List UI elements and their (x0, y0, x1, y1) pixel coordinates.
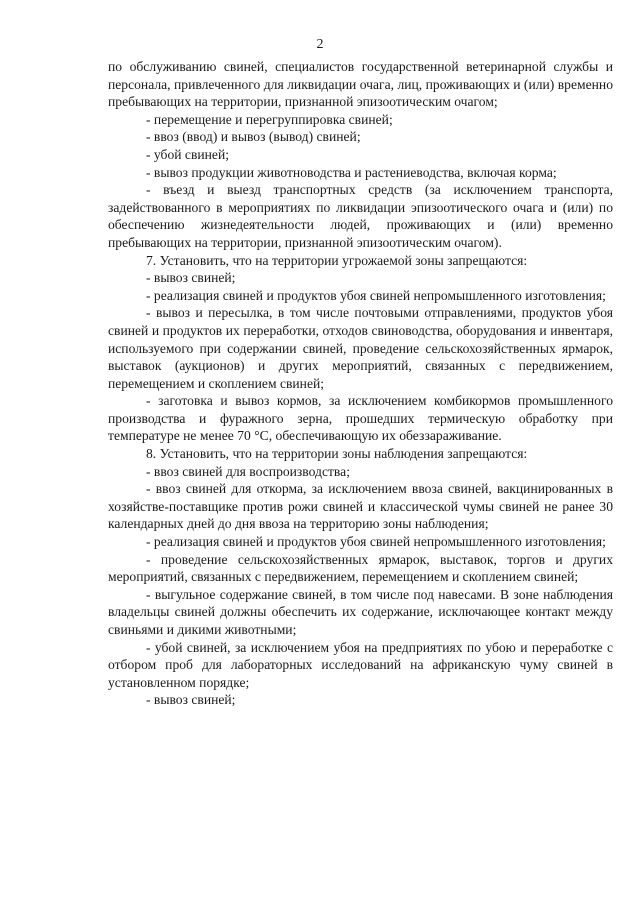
paragraph: - вывоз продукции животноводства и растениеводства, включая корма; (146, 164, 557, 180)
paragraph: - проведение сельскохозяйственных ярмарок, выставок, торгов и других мероприятий, связанных с передвижением, перемещением и скоплением свиней; (108, 551, 613, 585)
paragraph: - реализация свиней и продуктов убоя свиней непромышленного изготовления; (146, 287, 606, 303)
document-body (108, 58, 613, 709)
paragraph: - вывоз и пересылка, в том числе почтовыми отправлениями, продуктов убоя свиней и продуктов их переработки, отходов свиноводства, оборудования и инвентаря, используемого при содержании свиней, проведение сельскохозяйственных ярмарок, выставок (аукционов) и других мероприятий, связанных с передвижением, перемещением и скоплением свиней; (108, 305, 613, 391)
paragraph: - реализация свиней и продуктов убоя свиней непромышленного изготовления; (146, 534, 606, 550)
paragraph: - вывоз свиней; (146, 692, 236, 708)
paragraph: 8. Установить, что на территории зоны наблюдения запрещаются: (146, 446, 528, 462)
paragraph: - ввоз свиней для откорма, за исключением ввоза свиней, вакцинированных в хозяйстве-поставщике против рожи свиней и классической чумы свиней не ранее 30 календарных дней до дня ввоза на территорию зоны наблюдения; (108, 481, 613, 532)
paragraph: - выгульное содержание свиней, в том числе под навесами. В зоне наблюдения владельцы свиней должны обеспечить их содержание, исключающее контакт между свиньями и дикими животными; (108, 586, 613, 637)
paragraph: 7. Установить, что на территории угрожаемой зоны запрещаются: (146, 252, 528, 268)
paragraph: - ввоз свиней для воспроизводства; (146, 463, 350, 479)
paragraph: - убой свиней, за исключением убоя на предприятиях по убою и переработке с отбором проб для лабораторных исследований на африканскую чуму свиней в установленном порядке; (108, 639, 613, 690)
page-number: 2 (316, 37, 324, 52)
paragraph: - въезд и выезд транспортных средств (за исключением транспорта, задействованного в мероприятиях по ликвидации эпизоотического очага и (или) по обеспечению жизнедеятельности людей, проживающих и (или) временно пребывающих на территории, признанной эпизоотическим очагом). (108, 182, 613, 250)
paragraph: по обслуживанию свиней, специалистов государственной ветеринарной службы и персонала, привлеченного для ликвидации очага, лиц, проживающих и (или) временно пребывающих на территории, признанной эпизоотическим очагом; (108, 59, 613, 110)
paragraph: - перемещение и перегруппировка свиней; (146, 111, 393, 127)
paragraph: - вывоз свиней; (146, 270, 236, 286)
paragraph: - убой свиней; (146, 146, 230, 162)
paragraph: - заготовка и вывоз кормов, за исключением комбикормов промышленного производства и фуражного зерна, прошедших термическую обработку при температуре не менее 70 °С, обеспечивающую их обеззараживание. (108, 393, 613, 444)
paragraph: - ввоз (ввод) и вывоз (вывод) свиней; (146, 129, 361, 145)
